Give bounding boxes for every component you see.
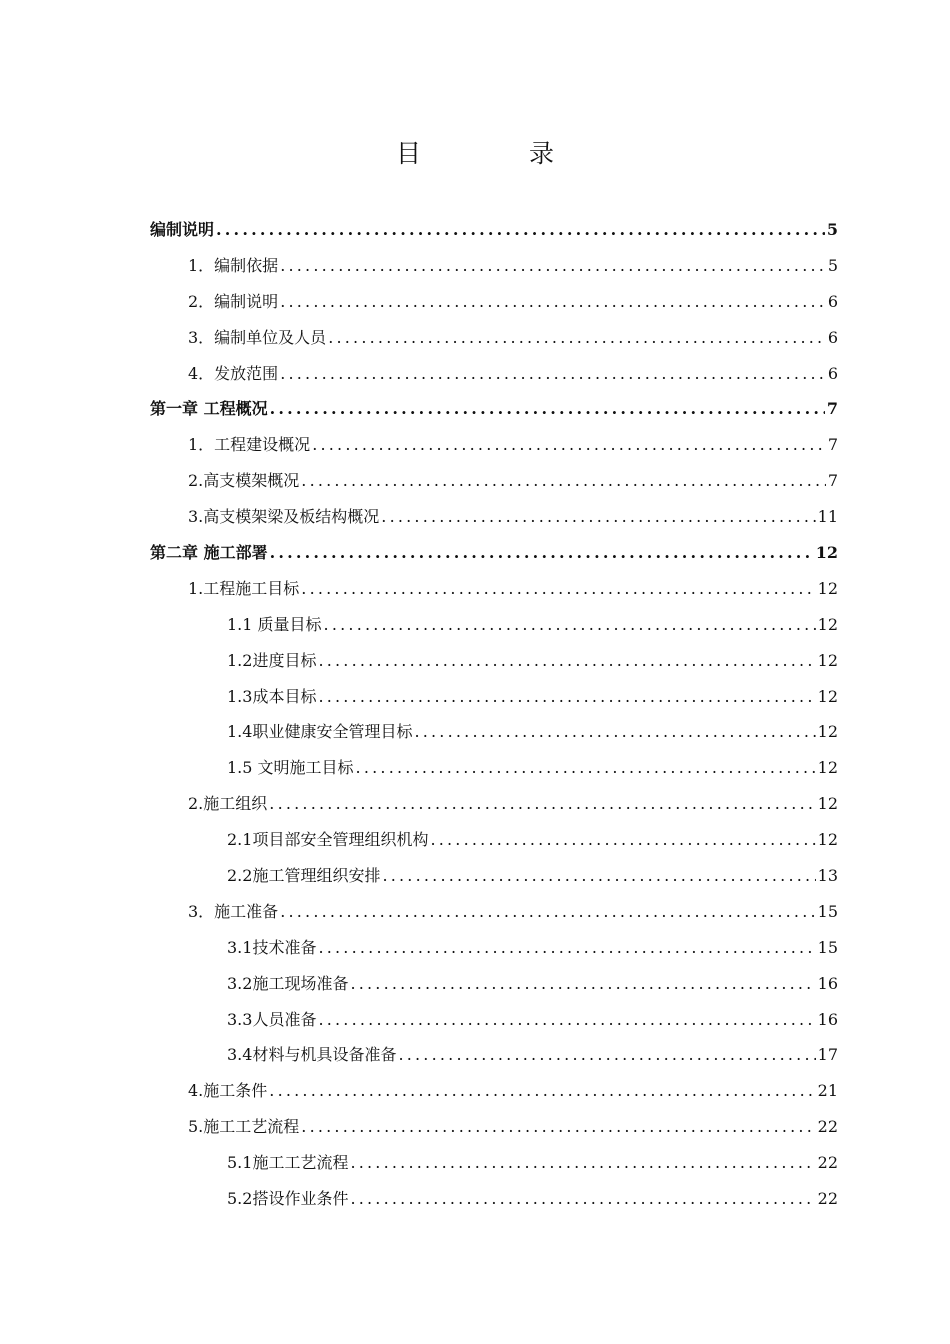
toc-entry-page-number: 7 (827, 435, 838, 455)
toc-dot-leader (270, 391, 825, 427)
toc-entry-page-number: 15 (817, 901, 838, 921)
toc-entry[interactable] (150, 320, 838, 356)
toc-entry-page-number: 12 (817, 758, 838, 778)
toc-entry-page-number: 7 (827, 471, 838, 491)
toc-entry-label: 3.3人员准备 (227, 1009, 317, 1029)
toc-entry-label: 3.2施工现场准备 (227, 973, 349, 993)
toc-dot-leader (324, 607, 816, 643)
toc-dot-leader (318, 1002, 815, 1038)
toc-entry-page-number: 12 (817, 794, 838, 814)
toc-entry-label: 1.工程施工目标 (188, 578, 300, 598)
toc-dot-leader (301, 571, 815, 607)
toc-entry-page-number: 21 (817, 1081, 838, 1101)
toc-entry-label: 5.1施工工艺流程 (227, 1153, 349, 1173)
toc-dot-leader (280, 248, 826, 284)
toc-entry[interactable] (150, 822, 838, 858)
toc-entry[interactable] (150, 1037, 838, 1073)
toc-entry[interactable] (150, 1145, 838, 1181)
toc-entry-label: 5.施工工艺流程 (188, 1117, 300, 1137)
toc-entry-page-number: 12 (817, 614, 838, 634)
toc-dot-leader (414, 714, 815, 750)
toc-entry-label: 3.4材料与机具设备准备 (227, 1045, 397, 1065)
toc-dot-leader (280, 356, 826, 392)
toc-entry-label: 5.2搭设作业条件 (227, 1189, 349, 1209)
toc-entry-label: 1.2进度目标 (227, 650, 317, 670)
toc-entry-page-number: 6 (827, 327, 838, 347)
toc-entry[interactable] (150, 1073, 838, 1109)
toc-entry-page-number: 15 (817, 937, 838, 957)
toc-entry-page-number: 22 (817, 1153, 838, 1173)
toc-dot-leader (269, 786, 815, 822)
toc-dot-leader (350, 1181, 815, 1217)
toc-entry-label: 第二章 施工部署 (150, 543, 268, 563)
toc-dot-leader (328, 320, 826, 356)
toc-entry-page-number: 12 (817, 650, 838, 670)
toc-entry[interactable] (150, 356, 838, 392)
toc-entry[interactable] (150, 535, 838, 571)
toc-dot-leader (301, 463, 826, 499)
toc-entry[interactable] (150, 427, 838, 463)
toc-entry-label: 2.2施工管理组织安排 (227, 866, 381, 886)
toc-entry[interactable] (150, 714, 838, 750)
toc-entry[interactable] (150, 248, 838, 284)
toc-entry-page-number: 22 (817, 1117, 838, 1137)
toc-entry[interactable] (150, 1181, 838, 1217)
toc-entry-page-number: 13 (817, 866, 838, 886)
toc-entry[interactable] (150, 607, 838, 643)
toc-dot-leader (280, 284, 826, 320)
toc-entry[interactable] (150, 858, 838, 894)
toc-entry-label: 1.1 质量目标 (227, 614, 322, 634)
toc-dot-leader (216, 212, 825, 248)
toc-entry[interactable] (150, 930, 838, 966)
toc-entry-label: 2.高支模架概况 (188, 471, 300, 491)
toc-entry[interactable] (150, 212, 838, 248)
toc-entry[interactable] (150, 571, 838, 607)
toc-dot-leader (318, 643, 815, 679)
toc-entry[interactable] (150, 499, 838, 535)
toc-entry[interactable] (150, 284, 838, 320)
toc-dot-leader (312, 427, 826, 463)
toc-entry-label: 4．发放范围 (188, 363, 279, 383)
toc-entry-page-number: 12 (815, 543, 838, 563)
toc-entry-label: 1.3成本目标 (227, 686, 317, 706)
toc-entry[interactable] (150, 894, 838, 930)
toc-entry-label: 3.1技术准备 (227, 937, 317, 957)
toc-entry-page-number: 22 (817, 1189, 838, 1209)
toc-entry-page-number: 12 (817, 722, 838, 742)
toc-dot-leader (270, 535, 814, 571)
toc-entry-page-number: 7 (826, 399, 838, 419)
toc-dot-leader (318, 679, 815, 715)
toc-entry-page-number: 12 (817, 578, 838, 598)
toc-entry[interactable] (150, 786, 838, 822)
toc-entry-label: 2．编制说明 (188, 291, 279, 311)
toc-entry[interactable] (150, 463, 838, 499)
toc-entry-page-number: 16 (817, 1009, 838, 1029)
toc-entry-page-number: 5 (827, 255, 838, 275)
toc-entry-page-number: 12 (817, 830, 838, 850)
toc-entry-label: 2.1项目部安全管理组织机构 (227, 830, 429, 850)
toc-entry[interactable] (150, 966, 838, 1002)
toc-dot-leader (430, 822, 815, 858)
toc-entry-label: 2.施工组织 (188, 794, 268, 814)
toc-dot-leader (350, 966, 815, 1002)
toc-dot-leader (382, 858, 815, 894)
toc-entry-label: 3．编制单位及人员 (188, 327, 327, 347)
page-title: 目 录 (396, 139, 604, 168)
toc-entry[interactable] (150, 1002, 838, 1038)
toc-dot-leader (301, 1109, 815, 1145)
toc-entry-label: 第一章 工程概况 (150, 399, 268, 419)
toc-entry-page-number: 17 (817, 1045, 838, 1065)
toc-entry-label: 1.5 文明施工目标 (227, 758, 354, 778)
toc-entry-page-number: 12 (817, 686, 838, 706)
toc-dot-leader (318, 930, 815, 966)
toc-entry-page-number: 11 (817, 507, 838, 527)
toc-entry-label: 3.高支模架梁及板结构概况 (188, 507, 380, 527)
toc-entry-label: 1．编制依据 (188, 255, 279, 275)
toc-dot-leader (280, 894, 815, 930)
toc-dot-leader (356, 750, 816, 786)
table-of-contents (150, 212, 838, 1217)
toc-entry[interactable] (150, 750, 838, 786)
toc-entry-page-number: 5 (826, 220, 838, 239)
toc-dot-leader (269, 1073, 815, 1109)
toc-dot-leader (398, 1037, 815, 1073)
toc-dot-leader (381, 499, 815, 535)
toc-entry-page-number: 6 (827, 363, 838, 383)
toc-dot-leader (350, 1145, 815, 1181)
toc-entry-label: 3．施工准备 (188, 901, 279, 921)
toc-entry[interactable] (150, 391, 838, 427)
toc-entry[interactable] (150, 679, 838, 715)
toc-entry[interactable] (150, 1109, 838, 1145)
toc-entry[interactable] (150, 643, 838, 679)
toc-entry-label: 编制说明 (150, 220, 215, 239)
toc-entry-label: 4.施工条件 (188, 1081, 268, 1101)
toc-entry-label: 1．工程建设概况 (188, 435, 311, 455)
toc-entry-label: 1.4职业健康安全管理目标 (227, 722, 413, 742)
toc-entry-page-number: 6 (827, 291, 838, 311)
toc-entry-page-number: 16 (817, 973, 838, 993)
